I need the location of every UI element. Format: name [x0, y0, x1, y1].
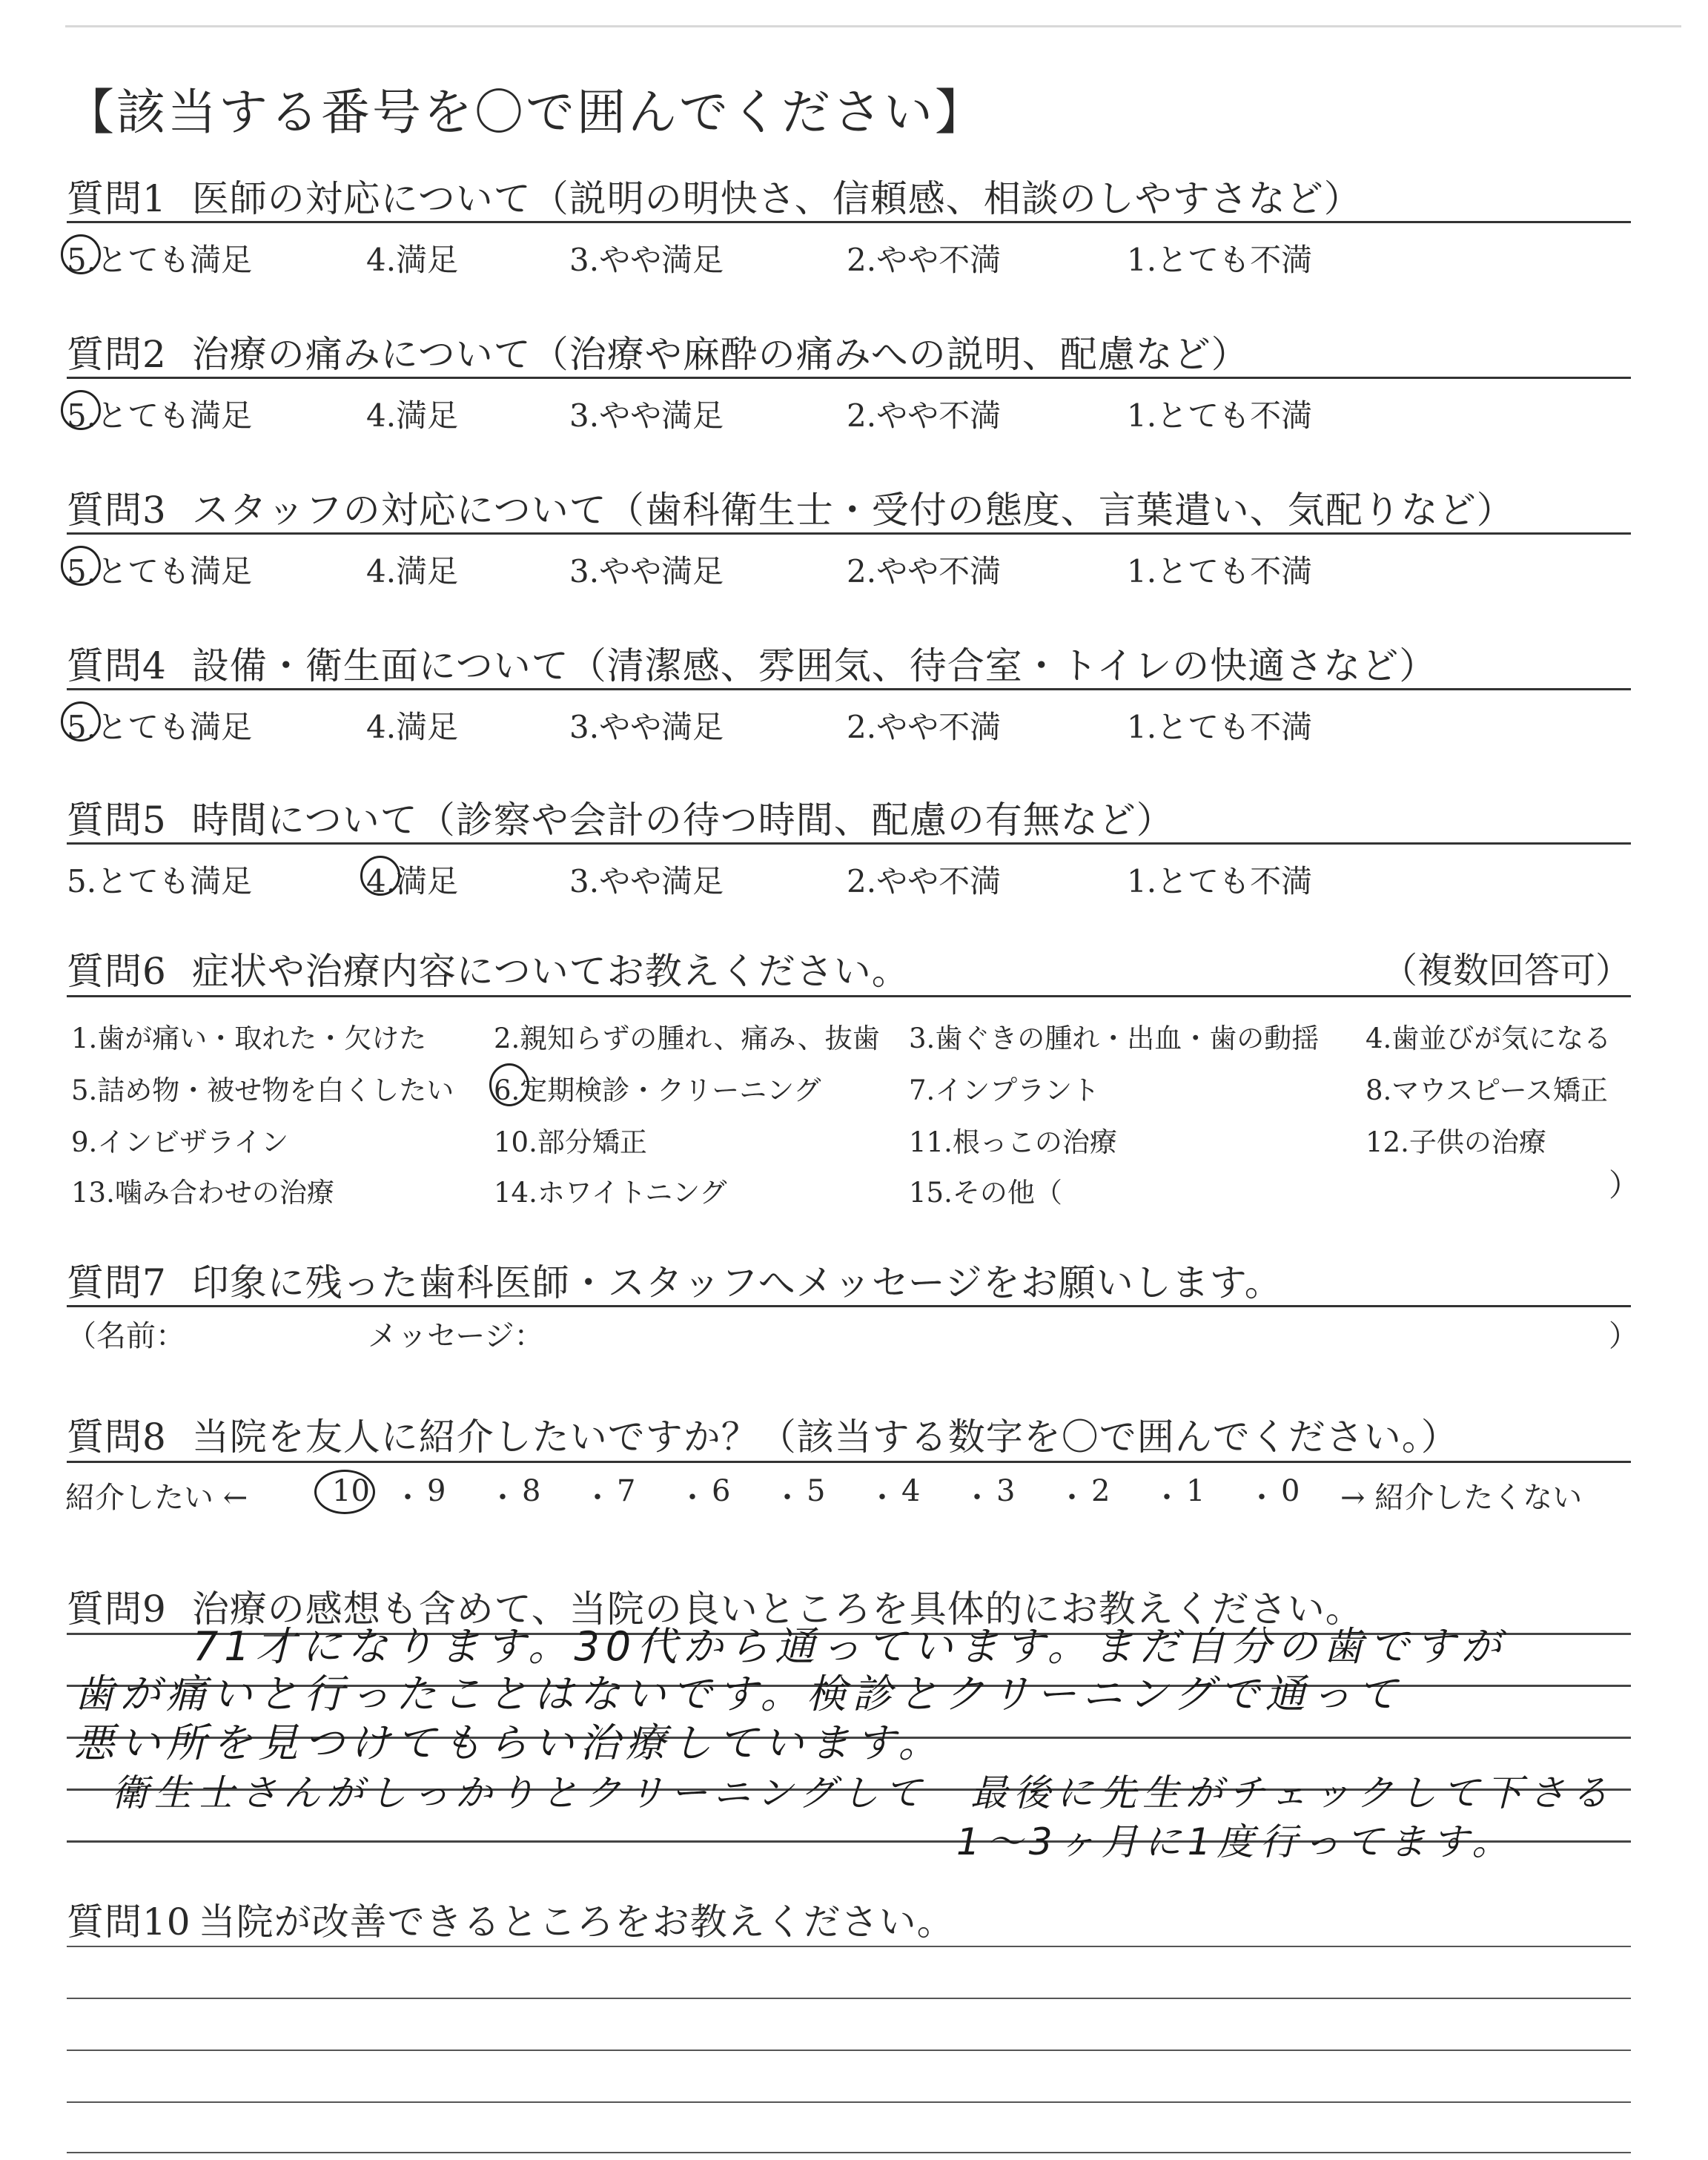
q4-option-5[interactable]: 5.とても満足	[67, 709, 253, 745]
selection-circle	[61, 546, 101, 586]
q1-option-5[interactable]: 5.とても満足	[67, 242, 253, 278]
q7-name-label: （名前：	[67, 1319, 185, 1353]
q6-option-10[interactable]: 10.部分矯正	[494, 1126, 647, 1158]
q10-rule-2	[67, 1998, 1631, 1999]
q6-number: 質問6	[67, 950, 167, 993]
q8-score-1[interactable]: 1	[1186, 1474, 1205, 1508]
q2-option-4[interactable]: 4.満足	[366, 397, 459, 434]
q3-option-1[interactable]: 1.とても不満	[1127, 553, 1313, 589]
q3-option-3[interactable]: 3.やや満足	[569, 553, 724, 589]
q9-text: 治療の感想も含めて、当院の良いところを具体的にお教えください。	[191, 1588, 1363, 1631]
q6-option-14[interactable]: 14.ホワイトニング	[494, 1177, 727, 1209]
q8-score-6[interactable]: 6	[712, 1474, 731, 1508]
q1-option-3[interactable]: 3.やや満足	[569, 242, 724, 278]
q9-number: 質問9	[67, 1588, 167, 1631]
q3-option-4[interactable]: 4.満足	[366, 553, 459, 589]
selection-circle	[489, 1063, 529, 1106]
q8-number: 質問8	[67, 1416, 167, 1459]
q6-option-5[interactable]: 5.詰め物・被せ物を白くしたい	[71, 1074, 454, 1106]
q6-close-paren: ）	[1609, 1167, 1641, 1203]
q8-separator-dot: ・	[867, 1481, 897, 1515]
q8-separator-dot: ・	[1057, 1481, 1087, 1515]
q7-close-paren: ）	[1609, 1319, 1638, 1353]
q6-option-13[interactable]: 13.噛み合わせの治療	[71, 1177, 334, 1209]
q2-title	[67, 325, 1249, 378]
q6-option-9[interactable]: 9.インビザライン	[71, 1126, 289, 1158]
q6-text: 症状や治療内容についてお教えください。	[191, 950, 910, 993]
q10-title	[67, 1892, 955, 1946]
selection-circle	[61, 234, 101, 274]
q7-title	[67, 1253, 1282, 1307]
q5-rule	[67, 842, 1631, 845]
q1-title	[67, 169, 1362, 222]
q4-option-4[interactable]: 4.満足	[366, 709, 459, 745]
q5-text: 時間について（診察や会計の待つ時間、配慮の有無など）	[191, 799, 1174, 842]
q10-rule-4	[67, 2101, 1631, 2103]
q6-option-1[interactable]: 1.歯が痛い・取れた・欠けた	[71, 1023, 427, 1054]
q8-separator-dot: ・	[583, 1481, 612, 1515]
selection-circle	[61, 701, 101, 742]
q4-rule	[67, 688, 1631, 690]
q10-number: 質問10	[67, 1900, 191, 1943]
q6-option-4[interactable]: 4.歯並びが気になる	[1366, 1023, 1612, 1054]
q3-number: 質問3	[67, 489, 167, 532]
q7-number: 質問7	[67, 1261, 167, 1304]
q5-option-2[interactable]: 2.やや不満	[847, 863, 1002, 899]
q8-score-5[interactable]: 5	[807, 1474, 826, 1508]
q9-handwritten-line-4: 衛生士さんがしっかりとクリーニングして 最後に先生がチェックして下さる	[111, 1771, 1615, 1814]
q8-score-8[interactable]: 8	[522, 1474, 541, 1508]
q4-title	[67, 636, 1437, 690]
q2-number: 質問2	[67, 333, 167, 376]
q8-left-label: 紹介したい ←	[65, 1481, 248, 1515]
q2-option-1[interactable]: 1.とても不満	[1127, 397, 1313, 434]
q5-option-3[interactable]: 3.やや満足	[569, 863, 724, 899]
q8-score-7[interactable]: 7	[617, 1474, 636, 1508]
q2-option-5[interactable]: 5.とても満足	[67, 397, 253, 434]
page-header: 【該当する番号を〇で囲んでください】	[65, 84, 986, 141]
q6-option-2[interactable]: 2.親知らずの腫れ、痛み、抜歯	[494, 1023, 880, 1054]
q6-option-6[interactable]: 6.定期検診・クリーニング	[494, 1074, 821, 1106]
q8-score-2[interactable]: 2	[1091, 1474, 1110, 1508]
q6-option-11[interactable]: 11.根っこの治療	[909, 1126, 1117, 1158]
q8-rule	[67, 1461, 1631, 1463]
q1-rule	[67, 221, 1631, 223]
q8-separator-dot: ・	[962, 1481, 992, 1515]
q1-number: 質問1	[67, 177, 167, 220]
q8-right-label: → 紹介したくない	[1340, 1481, 1583, 1515]
q8-separator-dot: ・	[772, 1481, 802, 1515]
q5-option-5[interactable]: 5.とても満足	[67, 863, 253, 899]
q9-handwritten-line-5: 1〜3ヶ月に1度行ってます。	[956, 1820, 1515, 1863]
q1-option-4[interactable]: 4.満足	[366, 242, 459, 278]
q5-option-1[interactable]: 1.とても不満	[1127, 863, 1313, 899]
q5-title	[67, 790, 1174, 844]
q7-rule	[67, 1305, 1631, 1307]
q9-handwritten-line-1: 71才になります。30代から通っています。まだ自分の歯ですが	[193, 1623, 1507, 1670]
q8-score-4[interactable]: 4	[901, 1474, 921, 1508]
q8-text: 当院を友人に紹介したいですか？（該当する数字を〇で囲んでください。）	[191, 1416, 1459, 1459]
q4-number: 質問4	[67, 644, 167, 687]
q3-text: スタッフの対応について（歯科衛生士・受付の態度、言葉遣い、気配りなど）	[191, 489, 1515, 532]
q4-option-2[interactable]: 2.やや不満	[847, 709, 1002, 745]
q10-rule-3	[67, 2050, 1631, 2051]
q8-score-10[interactable]: 10	[332, 1474, 370, 1508]
q8-separator-dot: ・	[1152, 1481, 1182, 1515]
q3-rule	[67, 532, 1631, 535]
q10-rule-1	[67, 1946, 1631, 1947]
q7-message-label: メッセージ：	[368, 1319, 544, 1353]
q10-rule-5	[67, 2152, 1631, 2153]
q8-title	[67, 1407, 1459, 1461]
q9-handwritten-line-3: 悪い所を見つけてもらい治療しています。	[74, 1720, 944, 1766]
q6-option-12[interactable]: 12.子供の治療	[1366, 1126, 1546, 1158]
q2-text: 治療の痛みについて（治療や麻酔の痛みへの説明、配慮など）	[191, 333, 1249, 376]
q1-option-1[interactable]: 1.とても不満	[1127, 242, 1313, 278]
q6-option-3[interactable]: 3.歯ぐきの腫れ・出血・歯の動揺	[909, 1023, 1320, 1054]
q2-option-3[interactable]: 3.やや満足	[569, 397, 724, 434]
q8-score-9[interactable]: 9	[427, 1474, 446, 1508]
q6-option-8[interactable]: 8.マウスピース矯正	[1366, 1074, 1608, 1106]
q4-option-1[interactable]: 1.とても不満	[1127, 709, 1313, 745]
q2-rule	[67, 377, 1631, 379]
q8-separator-dot: ・	[1247, 1481, 1277, 1515]
selection-circle	[314, 1470, 375, 1514]
q7-text: 印象に残った歯科医師・スタッフへメッセージをお願いします。	[191, 1261, 1282, 1304]
q4-text: 設備・衛生面について（清潔感、雰囲気、待合室・トイレの快適さなど）	[191, 644, 1437, 687]
q4-option-3[interactable]: 3.やや満足	[569, 709, 724, 745]
q10-text: 当院が改善できるところをお教えください。	[198, 1900, 955, 1943]
q1-text: 医師の対応について（説明の明快さ、信頼感、相談のしやすさなど）	[191, 177, 1362, 220]
q8-separator-dot: ・	[393, 1481, 423, 1515]
q6-rule	[67, 995, 1631, 997]
q5-option-4[interactable]: 4.満足	[366, 863, 459, 899]
q8-score-3[interactable]: 3	[996, 1474, 1016, 1508]
selection-circle	[61, 390, 101, 430]
q6-title	[67, 942, 910, 995]
q8-score-0[interactable]: 0	[1281, 1474, 1300, 1508]
q8-separator-dot: ・	[678, 1481, 707, 1515]
q3-option-5[interactable]: 5.とても満足	[67, 553, 253, 589]
q3-title	[67, 480, 1515, 534]
q8-separator-dot: ・	[488, 1481, 517, 1515]
selection-circle	[360, 856, 400, 896]
q6-option-7[interactable]: 7.インプラント	[909, 1074, 1100, 1106]
q5-number: 質問5	[67, 799, 167, 842]
q3-option-2[interactable]: 2.やや不満	[847, 553, 1002, 589]
q6-multi-note: （複数回答可）	[1381, 950, 1631, 991]
q2-option-2[interactable]: 2.やや不満	[847, 397, 1002, 434]
q1-option-2[interactable]: 2.やや不満	[847, 242, 1002, 278]
q9-handwritten-line-2: 歯が痛いと行ったことはないです。検診とクリーニングで通って	[74, 1671, 1403, 1717]
top-border	[65, 25, 1681, 27]
q6-option-15[interactable]: 15.その他（	[909, 1177, 1062, 1209]
